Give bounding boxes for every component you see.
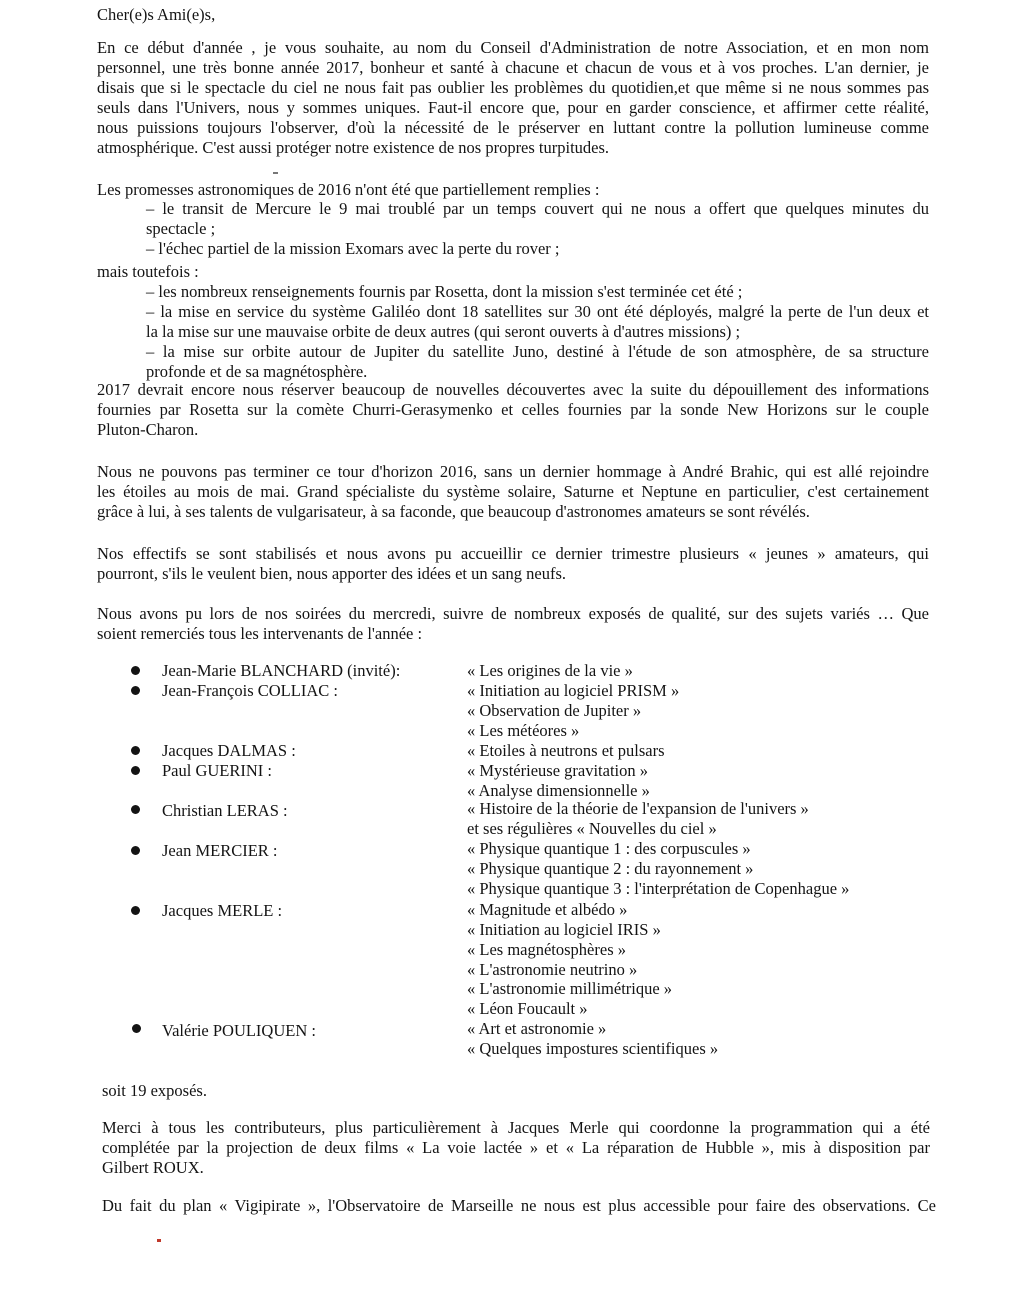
talk-title: « Analyse dimensionnelle »	[467, 781, 650, 800]
list-item: – l'échec partiel de la mission Exomars avec la perte du rover ;	[146, 239, 560, 258]
talk-title: « Initiation au logiciel PRISM »	[467, 681, 680, 700]
effectifs-paragraph	[97, 544, 929, 584]
intro-paragraph	[97, 38, 929, 158]
speaker-name: Jean MERCIER :	[162, 841, 278, 860]
paragraph-line: pourront, s'ils le veulent bien, nous apporter des idées et un sang neufs.	[97, 564, 566, 583]
talk-title: « Histoire de la théorie de l'expansion de l'univers »	[467, 799, 809, 818]
mais-toutefois-text: mais toutefois :	[97, 262, 199, 281]
speaker-name: Jacques MERLE :	[162, 901, 283, 920]
merci-paragraph	[102, 1118, 930, 1178]
paragraph-line: 2017 devrait encore nous réserver beaucoup de nouvelles découvertes avec la suite du dépouillement des informations	[97, 380, 929, 399]
paragraph-line: les étoiles au mois de mai. Grand spécialiste du système solaire, Saturne et Neptune en particulier, c'est certainement	[97, 482, 929, 501]
bullet-icon	[131, 746, 140, 755]
speaker-name: Paul GUERINI :	[162, 761, 272, 780]
paragraph-line: soient remerciés tous les intervenants de l'année :	[97, 624, 423, 643]
scan-speck	[157, 1239, 161, 1242]
mais-toutefois	[97, 262, 199, 282]
brahic-paragraph	[97, 462, 929, 522]
talk-title: « L'astronomie millimétrique »	[467, 979, 673, 998]
intro-line: personnel, une très bonne année 2017, bonheur et santé à chacune et chacun de vous et à vos proches. L'an dernier, je	[97, 58, 929, 77]
salutation-text: Cher(e)s Ami(e)s,	[97, 5, 216, 24]
bullet-icon	[131, 686, 140, 695]
paragraph-line: Nos effectifs se sont stabilisés et nous avons pu accueillir ce dernier trimestre plusieurs « jeunes » amateurs, qui	[97, 544, 929, 563]
talk-title: « Art et astronomie »	[467, 1019, 607, 1038]
speaker-name: Christian LERAS :	[162, 801, 288, 820]
paragraph-line: complétée par la projection de deux films « La voie lactée » et « La réparation de Hubble », mis à disposition par	[102, 1138, 930, 1157]
intro-line: nous puissions toujours l'observer, d'où la nécessité de le préserver en luttant contre la pollution lumineuse comme	[97, 118, 929, 137]
talk-title: « Les météores »	[467, 721, 580, 740]
talk-title: « Quelques impostures scientifiques »	[467, 1039, 719, 1058]
talk-title: « L'astronomie neutrino »	[467, 960, 638, 979]
list-item: – la mise en service du système Galiléo dont 18 satellites sur 30 ont été déployés, malgré la perte de l'un deux et	[146, 302, 929, 321]
paragraph-line: Nous ne pouvons pas terminer ce tour d'horizon 2016, sans un dernier hommage à André Brahic, qui est allé rejoindre	[97, 462, 929, 481]
talk-title: « Magnitude et albédo »	[467, 900, 628, 919]
paragraph-line: Nous avons pu lors de nos soirées du mercredi, suivre de nombreux exposés de qualité, sur des sujets variés … Que	[97, 604, 929, 623]
list-item-continuation: spectacle ;	[146, 219, 216, 238]
intro-line: seuls dans l'Univers, nous y sommes uniques. Faut-il encore que, pour en garder conscience, et affirmer cette réalité,	[97, 98, 929, 117]
speaker-name: Jean-François COLLIAC :	[162, 681, 338, 700]
promesses-intro-text: Les promesses astronomiques de 2016 n'ont été que partiellement remplies :	[97, 180, 600, 199]
talk-title: « Physique quantique 1 : des corpuscules »	[467, 839, 751, 858]
paragraph-line: grâce à lui, à ses talents de vulgarisateur, à sa faconde, que beaucoup d'astronomes amateurs se sont révélés.	[97, 502, 810, 521]
bullet-icon	[131, 906, 140, 915]
paragraph-line: Merci à tous les contributeurs, plus particulièrement à Jacques Merle qui coordonne la programmation qui a été	[102, 1118, 930, 1137]
list-item-continuation: profonde et de sa magnétosphère.	[146, 362, 368, 381]
speaker-name: Valérie POULIQUEN :	[162, 1021, 316, 1040]
talk-title: « Les origines de la vie »	[467, 661, 633, 680]
soirees-paragraph	[97, 604, 929, 644]
talk-title: « Léon Foucault »	[467, 999, 588, 1018]
total-text: soit 19 exposés.	[102, 1081, 207, 1100]
list-item-continuation: la la mise sur une mauvaise orbite de deux autres (qui seront ouverts à d'autres missions) ;	[146, 322, 741, 341]
bullet-icon	[131, 805, 140, 814]
speaker-name: Jacques DALMAS :	[162, 741, 296, 760]
paragraph-line: Pluton-Charon.	[97, 420, 199, 439]
paragraph-line: Gilbert ROUX.	[102, 1158, 204, 1177]
paragraph-line: fournies par Rosetta sur la comète Churri-Gerasymenko et celles fournies par la sonde New Horizons sur le couple	[97, 400, 929, 419]
paragraph-2017	[97, 380, 929, 440]
list-item: – les nombreux renseignements fournis par Rosetta, dont la mission s'est terminée cet été ;	[146, 282, 743, 301]
talk-title: « Initiation au logiciel IRIS »	[467, 920, 661, 939]
promesses-intro	[97, 180, 599, 200]
vigipirate-paragraph	[102, 1196, 936, 1216]
intro-line: disais que si le spectacle du ciel ne nous fait pas oublier les problèmes du quotidien,et que même si ne nous sommes pas	[97, 78, 929, 97]
total-exposes	[102, 1081, 207, 1101]
salutation	[97, 5, 215, 25]
bullet-icon	[131, 666, 140, 675]
speaker-name: Jean-Marie BLANCHARD (invité):	[162, 661, 401, 680]
paragraph-line: Du fait du plan « Vigipirate », l'Observatoire de Marseille ne nous est plus accessible pour faire des observations. Ce	[102, 1196, 936, 1215]
bullet-icon	[131, 766, 140, 775]
talk-title: « Physique quantique 2 : du rayonnement »	[467, 859, 754, 878]
talk-title: « Observation de Jupiter »	[467, 701, 642, 720]
talk-title: « Les magnétosphères »	[467, 940, 626, 959]
scan-speck	[273, 172, 278, 174]
promesses-list	[146, 199, 929, 259]
intro-line: atmosphérique. C'est aussi protéger notre existence de nos propres turpitudes.	[97, 138, 610, 157]
talk-title: « Mystérieuse gravitation »	[467, 761, 649, 780]
bullet-icon	[131, 846, 140, 855]
toutefois-list	[146, 282, 929, 382]
list-item: – le transit de Mercure le 9 mai troublé par un temps couvert qui ne nous a offert que quelques minutes du	[146, 199, 929, 218]
bullet-icon	[132, 1024, 141, 1033]
talk-title: « Physique quantique 3 : l'interprétation de Copenhague »	[467, 879, 850, 898]
talk-title: « Etoiles à neutrons et pulsars	[467, 741, 665, 760]
intro-line: En ce début d'année , je vous souhaite, au nom du Conseil d'Administration de notre Association, et en mon nom	[97, 38, 929, 57]
talk-title: et ses régulières « Nouvelles du ciel »	[467, 819, 717, 838]
list-item: – la mise sur orbite autour de Jupiter du satellite Juno, destiné à l'étude de son atmosphère, de sa structure	[146, 342, 929, 361]
